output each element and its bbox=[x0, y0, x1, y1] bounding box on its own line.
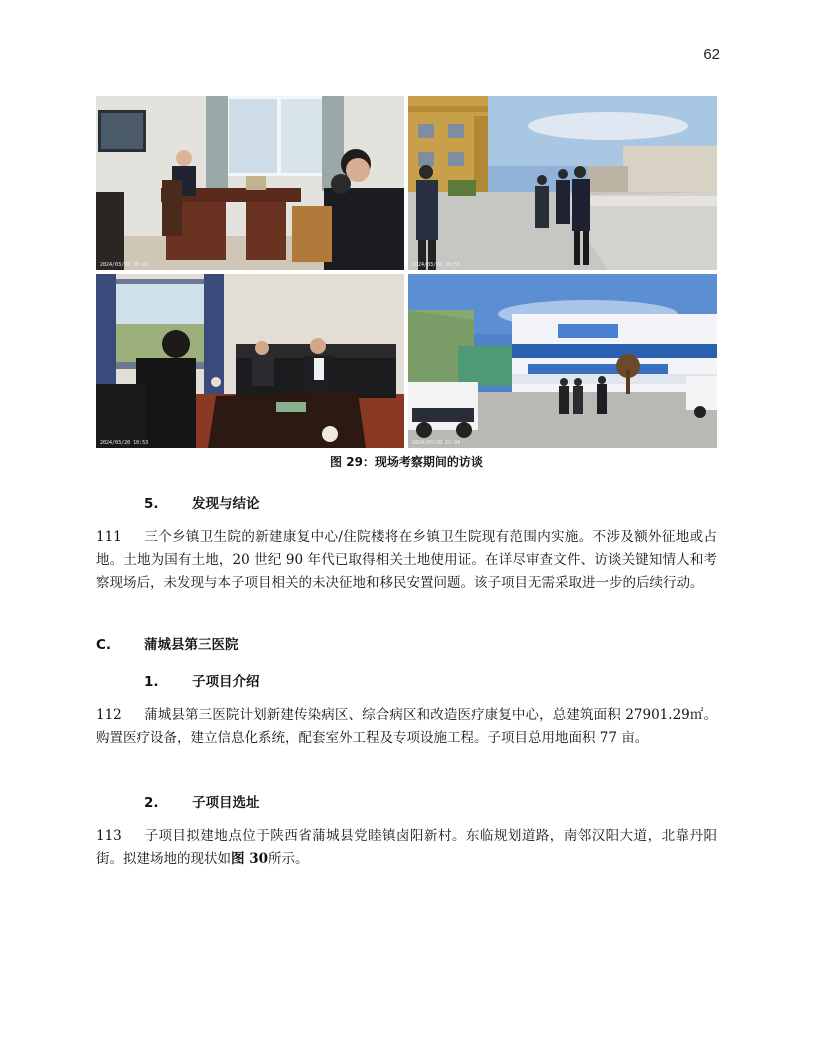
section-number: 5. bbox=[144, 496, 159, 512]
photo-timestamp: 2024/03/20 11:04 bbox=[412, 440, 461, 446]
paragraph-text: 三个乡镇卫生院的新建康复中心/住院楼将在乡镇卫生院现有范围内实施。不涉及额外征地或占地。土地为国有土地，20 世纪 90 年代已取得相关土地使用证。在详尽审查文件、访谈关键知情人和考察现场后，未发现与本子项目相关的未决征地和移民安置问题。该子项目无需采取进一步的后续行动。 bbox=[96, 529, 717, 591]
paragraph-number: 112 bbox=[96, 707, 122, 723]
paragraph-text-end: 所示。 bbox=[268, 851, 309, 867]
sofa-interview-photo bbox=[96, 274, 404, 448]
hospital-building-photo bbox=[408, 274, 717, 448]
section-number: C. bbox=[96, 637, 112, 653]
page-number: 62 bbox=[703, 46, 720, 63]
paragraph-111 bbox=[96, 526, 717, 595]
section-heading-2 bbox=[144, 791, 260, 811]
section-number: 1. bbox=[144, 674, 159, 690]
figure-caption: 图 29：现场考察期间的访谈 bbox=[330, 455, 483, 469]
section-heading-1 bbox=[144, 670, 260, 690]
paragraph-112 bbox=[96, 704, 717, 750]
paragraph-number: 111 bbox=[96, 529, 122, 545]
section-title: 发现与结论 bbox=[192, 496, 260, 512]
photo-timestamp: 2024/03/20 10:41 bbox=[100, 262, 149, 268]
paragraph-113 bbox=[96, 825, 717, 871]
figure-reference: 图 30 bbox=[231, 851, 268, 867]
paragraph-text: 子项目拟建地点位于陕西省蒲城县党睦镇卤阳新村。东临规划道路，南邻汉阳大道，北靠丹阳街。拟建场地的现状如 bbox=[96, 828, 717, 867]
section-title: 子项目选址 bbox=[192, 795, 260, 811]
photo-timestamp: 2024/03/20 10:50 bbox=[412, 262, 461, 268]
section-title: 子项目介绍 bbox=[192, 674, 260, 690]
section-title: 蒲城县第三医院 bbox=[144, 637, 239, 653]
section-heading-5 bbox=[144, 492, 260, 512]
section-number: 2. bbox=[144, 795, 159, 811]
photo-grid bbox=[96, 96, 717, 448]
office-interview-photo bbox=[96, 96, 404, 270]
paragraph-text: 蒲城县第三医院计划新建传染病区、综合病区和改造医疗康复中心，总建筑面积 27901.29㎡。购置医疗设备，建立信息化系统，配套室外工程及专项设施工程。子项目总用地面积 77 亩。 bbox=[96, 707, 717, 746]
courtyard-visit-photo bbox=[408, 96, 717, 270]
photo-timestamp: 2024/03/20 10:53 bbox=[100, 440, 149, 446]
paragraph-number: 113 bbox=[96, 828, 122, 844]
section-heading-c bbox=[96, 633, 239, 653]
